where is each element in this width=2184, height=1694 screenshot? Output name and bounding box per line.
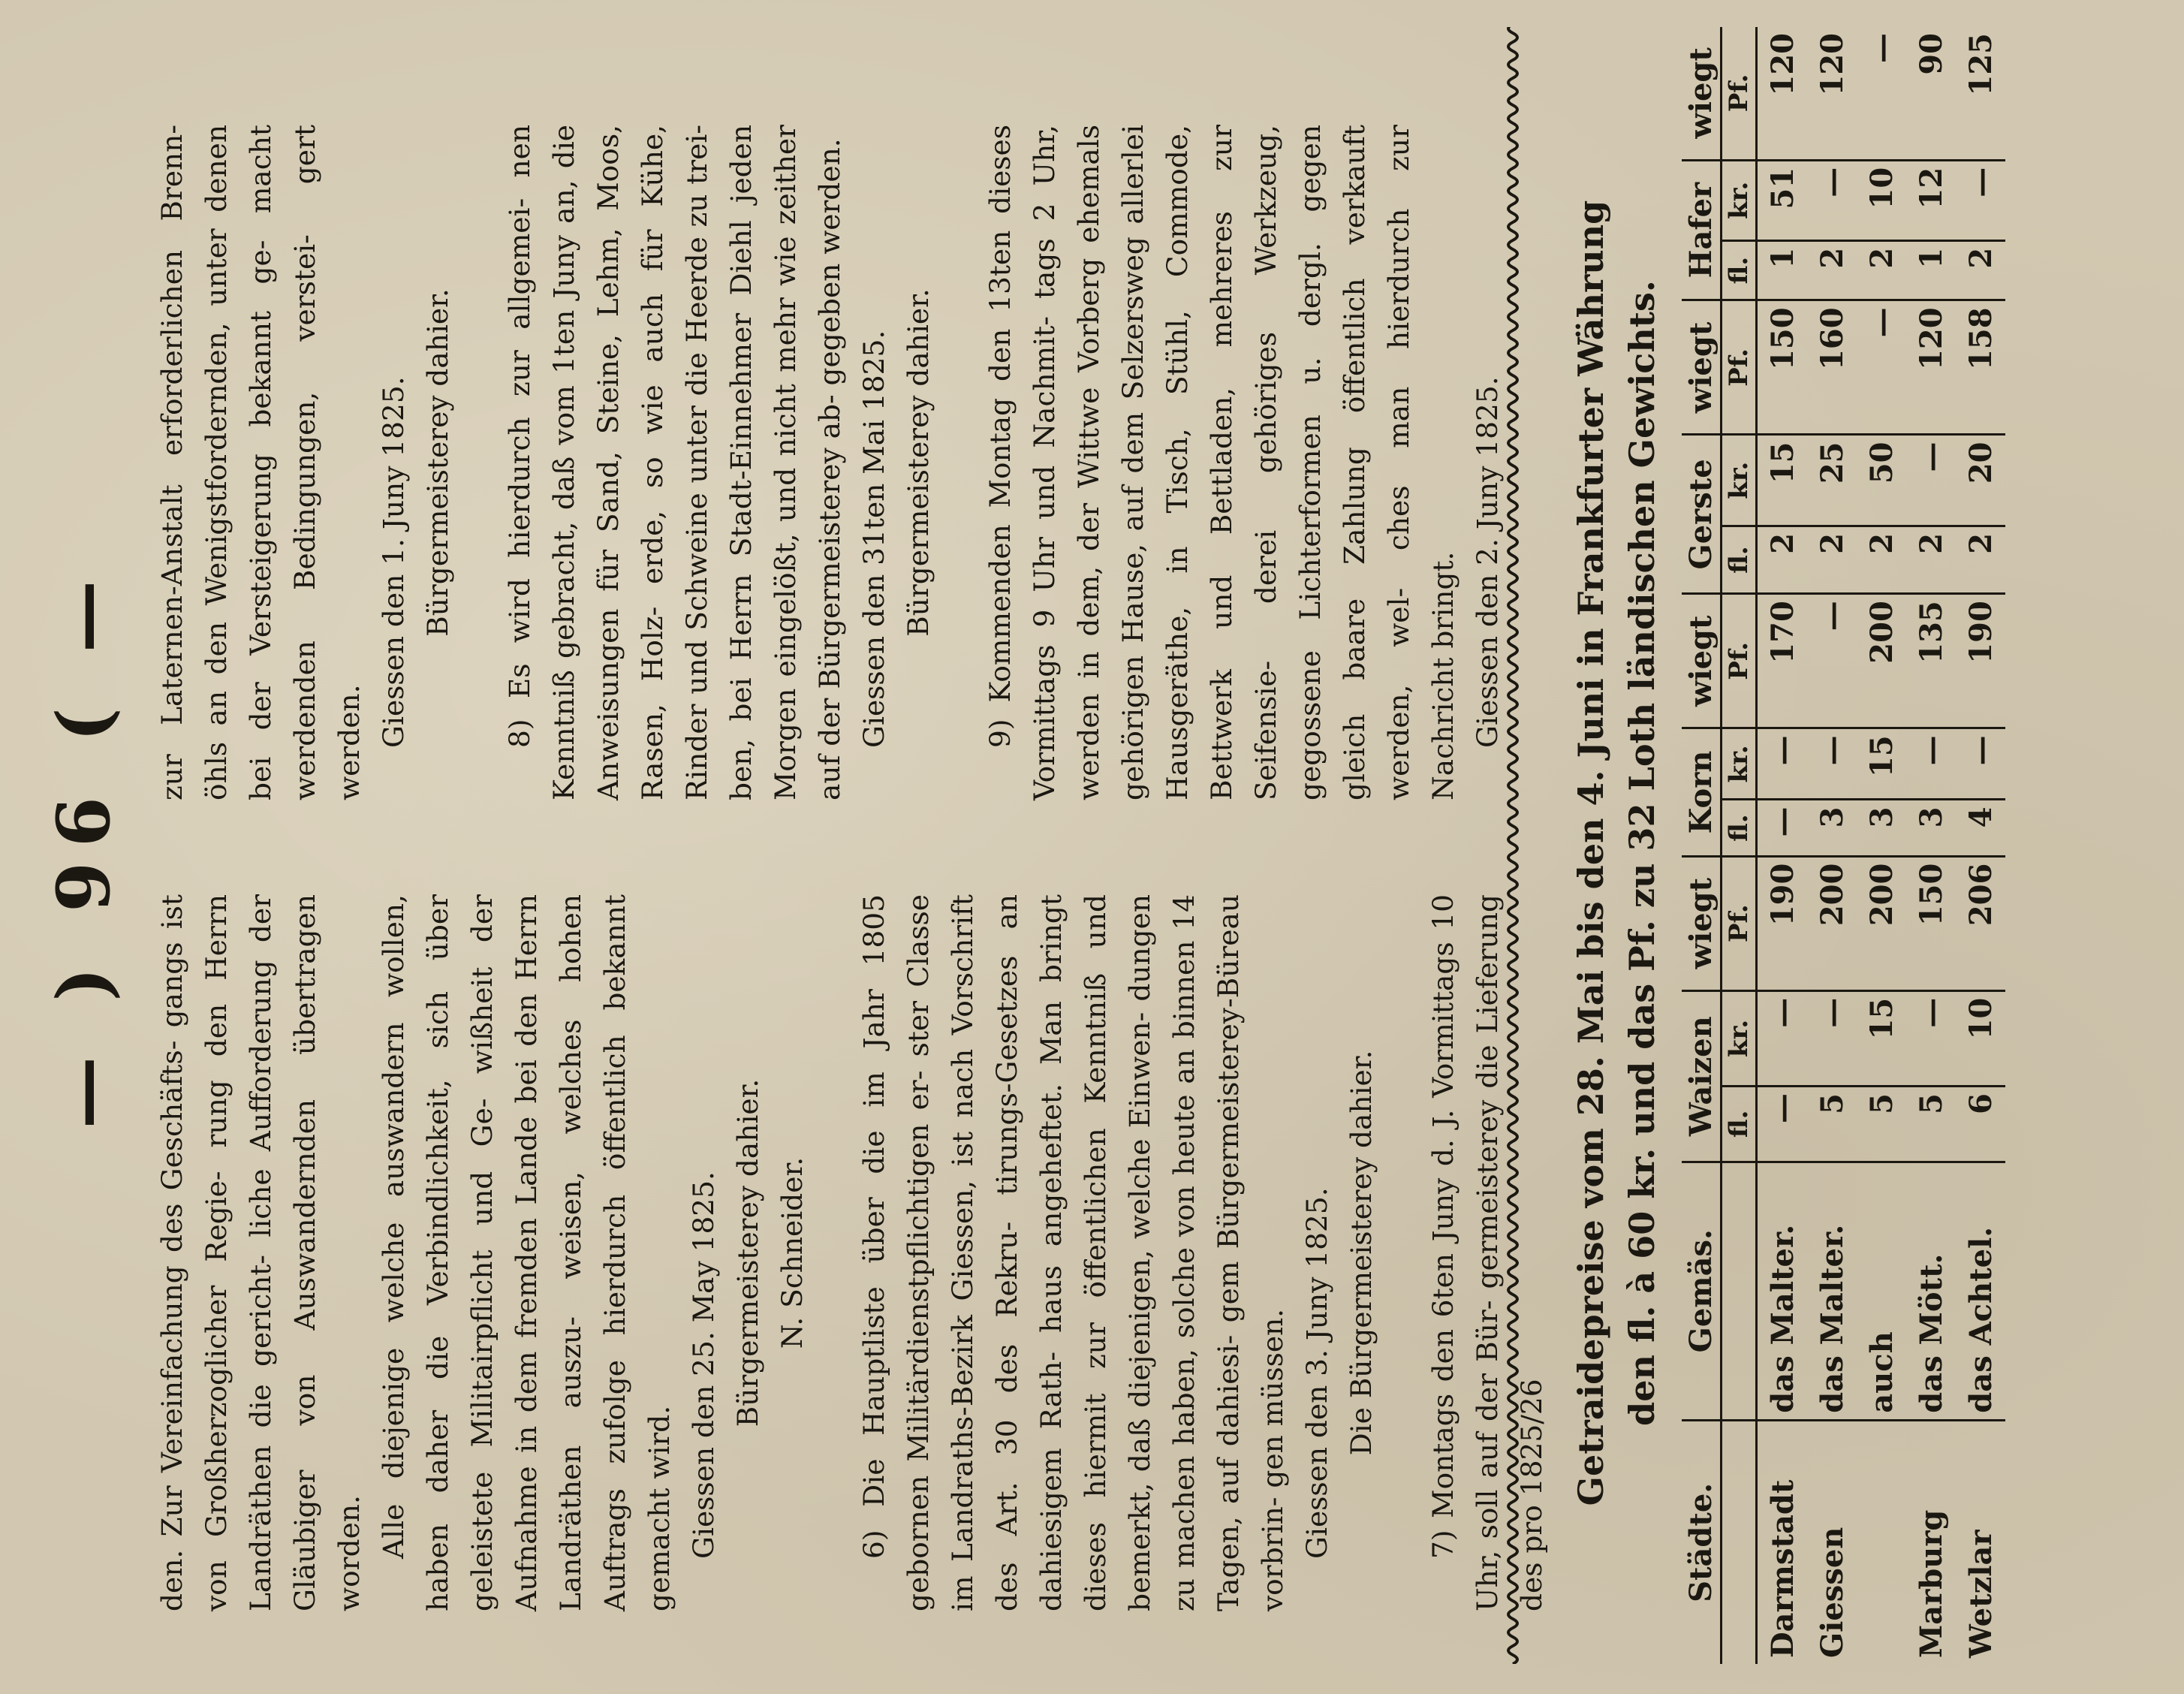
right-column-paragraph: Giessen den 31ten Mai 1825.: [857, 330, 890, 748]
price-cell: —: [1807, 594, 1857, 728]
table-row: [1857, 27, 1906, 1664]
column-header: wiegt: [1682, 594, 1722, 728]
column-header: Städte.: [1682, 1420, 1722, 1664]
unit-header: [1722, 1162, 1757, 1420]
unit-header: Pf.: [1722, 300, 1757, 435]
right-column-paragraph: [460, 125, 498, 800]
price-cell: 50: [1857, 435, 1906, 526]
unit-header: Pf.: [1722, 27, 1757, 160]
unit-header: fl.: [1722, 1087, 1757, 1162]
table-row: [1757, 27, 1808, 1664]
price-cell: —: [1906, 435, 1956, 526]
price-cell: 25: [1807, 435, 1857, 526]
price-cell: 2: [1906, 526, 1956, 593]
price-cell: —: [1857, 27, 1906, 160]
price-cell: 2: [1956, 240, 2005, 300]
unit-header: [1722, 1420, 1757, 1664]
left-column-paragraph: Giessen den 3. Juny 1825.: [1300, 1187, 1333, 1559]
price-cell: 190: [1757, 856, 1808, 990]
column-header: Hafer: [1682, 160, 1722, 300]
price-cell: 150: [1757, 300, 1808, 435]
column-header: Korn: [1682, 728, 1722, 856]
price-cell: 200: [1807, 856, 1857, 990]
price-cell: 5: [1857, 1087, 1906, 1162]
measure-cell: auch: [1857, 1162, 1906, 1420]
price-cell: —: [1757, 728, 1808, 800]
city-cell: Darmstadt: [1764, 1479, 1800, 1658]
price-cell: 1: [1906, 240, 1956, 300]
price-cell: 10: [1956, 990, 2005, 1086]
right-column-paragraph: 9) Kommenden Montag den 13ten dieses Vormittags 9 Uhr und Nachmit- tags 2 Uhr, werden in dem, der Wittwe Vorberg ehemals gehörigen Hause, auf dem Selzersweg allerlei Hausgeräthe, in Tisch, Stühl, Commode, Bettwerk und Bettladen, mehreres zur Seifensie- derei gehöriges Werkzeug, gegossene Lichterformen u. dergl. gegen gleich baare Zahlung öffentlich verkauft werden, wel- ches man hierdurch zur Nachricht bringt.: [984, 125, 1460, 800]
column-header: Gemäs.: [1682, 1162, 1722, 1420]
price-cell: 1: [1757, 240, 1808, 300]
price-cell: 158: [1956, 300, 2005, 435]
price-cell: 12: [1906, 160, 1956, 240]
price-cell: 15: [1857, 728, 1906, 800]
left-column-paragraph: Die Bürgermeisterey dahier.: [1345, 1050, 1378, 1456]
city-cell: [1857, 1420, 1906, 1664]
price-cell: 5: [1906, 1087, 1956, 1162]
right-column-paragraph: 8) Es wird hierdurch zur allgemei- nen Kenntniß gebracht, daß vom 1ten Juny an, die Anweisungen für Sand, Steine, Lehm, Moos, Rasen, Holz- erde, so wie auch für Kühe, Rinder und Schweine unter die Heerde zu trei- ben, bei Herrn Stadt-Einnehmer Diehl jeden Morgen eingelößt, und nicht mehr wie zeither auf der Bürgermeisterey ab- gegeben werden.: [503, 125, 846, 800]
right-column-paragraph: Bürgermeisterey dahier.: [902, 288, 935, 637]
city-cell: Giessen: [1814, 1527, 1850, 1658]
price-cell: 51: [1757, 160, 1808, 240]
grain-price-table: [1682, 27, 2005, 1664]
price-cell: —: [1956, 728, 2005, 800]
left-column-paragraph: [815, 894, 852, 1611]
price-table-title-line1: Getraidepreise vom 28. Mai bis den 4. Juni in Frankfurter Währung: [1571, 200, 1611, 1506]
price-cell: 200: [1857, 856, 1906, 990]
price-cell: —: [1807, 728, 1857, 800]
price-cell: 90: [1906, 27, 1956, 160]
city-cell: Wetzlar: [1963, 1530, 1999, 1658]
unit-header: Pf.: [1722, 856, 1757, 990]
price-cell: 3: [1807, 800, 1857, 856]
price-cell: 2: [1857, 526, 1906, 593]
price-cell: 2: [1757, 526, 1808, 593]
unit-header: fl.: [1722, 240, 1757, 300]
left-column-paragraph: [1384, 894, 1421, 1611]
price-cell: 10: [1857, 160, 1906, 240]
left-column-paragraph: 6) Die Hauptliste über die im Jahr 1805 gebornen Militärdienstpflichtigen er- ster Classe im Landraths-Bezirk Giessen, ist nach Vorschrift des Art. 30 des Rekru- tirungs-Gesetzes an dahiesigem Rath- haus angeheftet. Man bringt dieses hiermit zur öffentlichen Kenntniß und bemerkt, daß diejenigen, welche Einwen- dungen zu machen haben, solche von heute an binnen 14 Tagen, auf dahiesi- gem Bürgermeisterey-Büreau vorbrin- gen müssen.: [857, 894, 1289, 1611]
table-row: [1807, 27, 1857, 1664]
column-header: Waizen: [1682, 990, 1722, 1162]
price-cell: —: [1906, 728, 1956, 800]
price-cell: —: [1956, 160, 2005, 240]
price-cell: 206: [1956, 856, 2005, 990]
table-header-row: [1682, 27, 1722, 1664]
unit-header: kr.: [1722, 728, 1757, 800]
price-table-title-line2: den fl. à 60 kr. und das Pf. zu 32 Loth ländischen Gewichts.: [1622, 280, 1662, 1426]
left-column-paragraph: N. Schneider.: [776, 1156, 809, 1349]
table-row: [1956, 27, 2005, 1664]
price-cell: 170: [1757, 594, 1808, 728]
price-cell: 15: [1857, 990, 1906, 1086]
unit-header: fl.: [1722, 526, 1757, 593]
page-header: — ) 96 ( —: [41, 565, 126, 1129]
right-column-paragraph: zur Laternen-Anstalt erforderlichen Brenn- öhls an den Wenigstfordernden, unter denen bei der Versteigerung bekannt ge- macht werdenden Bedingungen, verstei- gert werden.: [155, 125, 366, 800]
left-column-paragraph: Giessen den 25. May 1825.: [687, 1171, 720, 1559]
left-column-paragraph: 7) Montags den 6ten Juny d. J. Vormittags 10 Uhr, soll auf der Bür- germeisterey die Lieferung des pro 1825/26: [1426, 894, 1548, 1611]
left-column: [150, 894, 1554, 1611]
left-column-paragraph: den. Zur Vereinfachung des Geschäfts- gangs ist von Großherzoglicher Regie- rung den Herrn Landräthen die gericht- liche Aufforderung der Gläubiger von Auswandernden übertragen worden.: [155, 894, 366, 1611]
price-cell: 6: [1956, 1087, 2005, 1162]
price-cell: 2: [1807, 526, 1857, 593]
divider-wave: [1508, 27, 1517, 1664]
price-cell: 2: [1807, 240, 1857, 300]
right-column-paragraph: Giessen den 2. Juny 1825.: [1471, 376, 1504, 748]
price-table-title: [1565, 65, 1667, 1641]
column-header: wiegt: [1682, 856, 1722, 990]
price-cell: 20: [1956, 435, 2005, 526]
column-header: wiegt: [1682, 27, 1722, 160]
price-cell: 135: [1906, 594, 1956, 728]
right-column-paragraph: [941, 125, 978, 800]
price-cell: —: [1757, 990, 1808, 1086]
price-cell: 2: [1857, 240, 1906, 300]
decorative-divider: [1502, 27, 1524, 1664]
unit-header: fl.: [1722, 800, 1757, 856]
price-cell: —: [1807, 160, 1857, 240]
unit-header: kr.: [1722, 160, 1757, 240]
measure-cell: das Malter.: [1757, 1162, 1808, 1420]
table-body: [1757, 27, 2006, 1664]
price-cell: —: [1807, 990, 1857, 1086]
left-column-paragraph: Alle diejenige welche auswandern wollen, haben daher die Verbindlichkeit, sich über geleistete Militairpflicht und Ge- wißheit der Aufnahme in dem fremden Lande bei den Herrn Landräthen auszu- weisen, welches hohen Auftrags zufolge hierdurch öffentlich bekannt gemacht wird.: [377, 894, 676, 1611]
price-cell: 4: [1956, 800, 2005, 856]
price-cell: 15: [1757, 435, 1808, 526]
city-cell: Marburg: [1913, 1509, 1949, 1658]
price-cell: 190: [1956, 594, 2005, 728]
price-cell: 160: [1807, 300, 1857, 435]
measure-cell: das Malter.: [1807, 1162, 1857, 1420]
right-column: [150, 125, 1510, 800]
price-cell: 120: [1906, 300, 1956, 435]
right-column-paragraph: Bürgermeisterey dahier.: [421, 288, 454, 637]
price-cell: 120: [1757, 27, 1808, 160]
price-cell: —: [1757, 800, 1808, 856]
measure-cell: das Mött.: [1906, 1162, 1956, 1420]
price-cell: 120: [1807, 27, 1857, 160]
price-cell: —: [1757, 1087, 1808, 1162]
right-column-paragraph: Giessen den 1. Juny 1825.: [377, 376, 410, 748]
price-cell: 125: [1956, 27, 2005, 160]
measure-cell: das Achtel.: [1956, 1162, 2005, 1420]
price-cell: 200: [1857, 594, 1906, 728]
column-header: wiegt: [1682, 300, 1722, 435]
unit-header: Pf.: [1722, 594, 1757, 728]
unit-header: kr.: [1722, 435, 1757, 526]
price-cell: —: [1857, 300, 1906, 435]
price-cell: —: [1906, 990, 1956, 1086]
table-row: [1906, 27, 1956, 1664]
unit-header: kr.: [1722, 990, 1757, 1086]
price-cell: 150: [1906, 856, 1956, 990]
column-header: Gerste: [1682, 435, 1722, 594]
price-cell: 3: [1906, 800, 1956, 856]
table-subheader-row: [1722, 27, 1757, 1664]
left-column-paragraph: Bürgermeisterey dahier.: [731, 1078, 764, 1427]
price-cell: 5: [1807, 1087, 1857, 1162]
price-cell: 3: [1857, 800, 1906, 856]
price-cell: 2: [1956, 526, 2005, 593]
